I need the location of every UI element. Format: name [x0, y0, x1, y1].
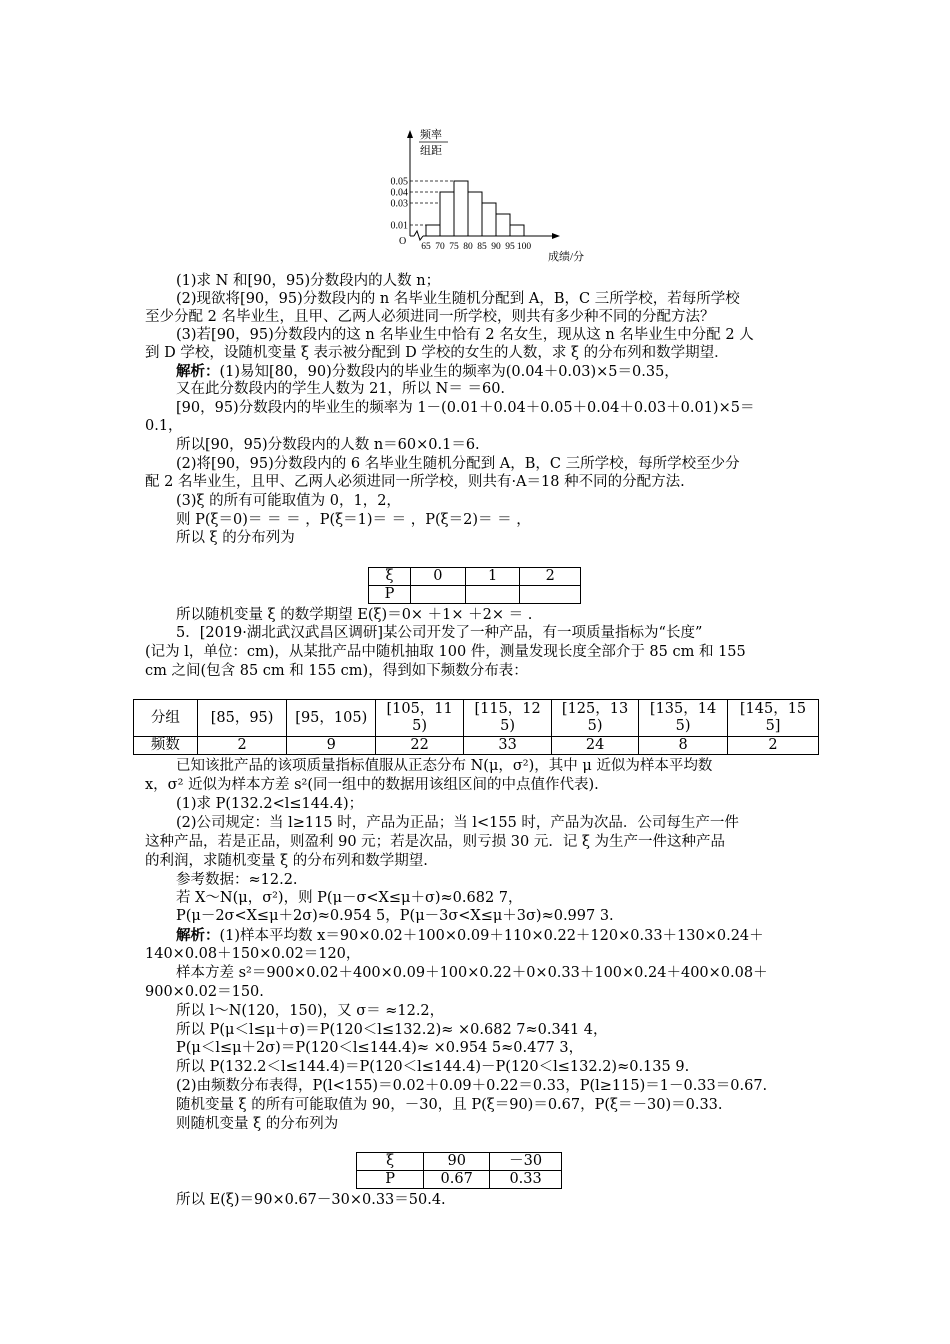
- text-line: (3)ξ 的所有可能取值为 0，1，2，: [176, 493, 401, 509]
- problem-5-line3: cm 之间(包含 85 cm 和 155 cm)，得到如下频数分布表：: [145, 663, 528, 679]
- text-line: 随机变量 ξ 的所有可能取值为 90，－30，且 P(ξ＝90)＝0.67，P(ξ＝－30)＝0.33.: [176, 1097, 723, 1113]
- text-line: (2)由频数分布表得，P(l<155)＝0.02＋0.09＋0.22＝0.33，P(l≥115)＝1－0.33＝0.67.: [176, 1078, 768, 1094]
- origin-label: O: [399, 236, 407, 247]
- text-line: 所以 E(ξ)＝90×0.67－30×0.33＝50.4.: [176, 1192, 446, 1208]
- histogram-bar: [510, 225, 524, 236]
- text-line: (2)将[90，95)分数段内的 6 名毕业生随机分配到 A，B，C 三所学校，每所学校至少分: [176, 456, 740, 472]
- text-line: P(μ－2σ<X≤μ＋2σ)≈0.954 5，P(μ－3σ<X≤μ＋3σ)≈0.997 3.: [176, 908, 614, 924]
- x-axis-arrow: [552, 233, 560, 239]
- y-tick-label: 0.01: [390, 220, 408, 232]
- text-line: 配 2 名毕业生，且甲、乙两人必须进同一所学校，则共有·A＝18 种不同的分配方法.: [145, 474, 685, 490]
- x-tick-label: 80: [463, 242, 473, 252]
- solution-line: 解析：(1)易知[80，90)分数段内的毕业生的频率为(0.04＋0.03)×5＝0.35，: [176, 363, 679, 380]
- histogram-bar: [482, 203, 496, 236]
- x-tick-label: 70: [435, 242, 445, 252]
- solution-label: 解析：: [176, 363, 220, 380]
- question-2-line2: 至少分配 2 名毕业生，且甲、乙两人必须进同一所学校，则共有多少种不同的分配方法？: [145, 309, 715, 325]
- y-axis-arrow: [407, 130, 413, 138]
- text-line: 所以 l～N(120，150)，又 σ＝ ≈12.2，: [176, 1003, 445, 1019]
- text-line: x，σ² 近似为样本方差 s²(同一组中的数据用该组区间的中点值作代表).: [145, 777, 599, 793]
- y-axis-label-top: 频率: [420, 129, 442, 141]
- x-axis-label: 成绩/分: [548, 251, 585, 263]
- text-line: 参考数据：≈12.2.: [176, 872, 298, 888]
- x-tick-label: 90: [491, 242, 501, 252]
- question-2-line1: (2)现欲将[90，95)分数段内的 n 名毕业生随机分配到 A，B，C 三所学校，若每所学校: [176, 291, 740, 307]
- text-line: 样本方差 s²＝900×0.02＋400×0.09＋100×0.22＋0×0.33＋100×0.24＋400×0.08＋: [176, 965, 768, 981]
- text-line: 若 X～N(μ，σ²)，则 P(μ－σ<X≤μ＋σ)≈0.682 7，: [176, 890, 523, 906]
- table-row: ξ 0 1 2: [369, 568, 581, 586]
- text-line: 900×0.02＝150.: [145, 984, 264, 1000]
- question-3-line2: 到 D 学校，设随机变量 ξ 表示被分配到 D 学校的女生的人数，求 ξ 的分布列和数学期望．: [145, 345, 729, 361]
- x-tick-label: 95: [505, 242, 515, 252]
- text-line: 的利润，求随机变量 ξ 的分布列和数学期望.: [145, 853, 428, 869]
- x-tick-label: 100: [516, 242, 532, 252]
- axis-break: [414, 231, 423, 240]
- text-line: P(μ＜l≤μ＋2σ)＝P(120＜l≤144.4)≈ ×0.954 5≈0.477 3，: [176, 1040, 584, 1056]
- frequency-table: [133, 699, 819, 755]
- distribution-table-2: [356, 1152, 562, 1189]
- text-line: 则随机变量 ξ 的分布列为: [176, 1116, 339, 1132]
- text-line: (2)公司规定：当 l≥115 时，产品为正品；当 l<155 时，产品为次品．公司每生产一件: [176, 815, 739, 831]
- text-line: 140×0.08＋150×0.02＝120，: [145, 946, 361, 962]
- text-line: 这种产品，若是正品，则盈利 90 元；若是次品，则亏损 30 元．记 ξ 为生产一件这种产品: [145, 834, 726, 850]
- solution-line: 解析：(1)样本平均数 x＝90×0.02＋100×0.09＋110×0.22＋120×0.33＋130×0.24＋: [176, 927, 764, 944]
- table-row: 频数 2 9 22 33 24 8 2: [134, 737, 819, 755]
- text-line: [90，95)分数段内的毕业生的频率为 1－(0.01＋0.04＋0.05＋0.04＋0.03＋0.01)×5＝: [176, 400, 755, 416]
- x-tick-label: 65: [421, 242, 431, 252]
- text-line: 已知该批产品的该项质量指标值服从正态分布 N(μ，σ²)，其中 μ 近似为样本平均数: [176, 758, 713, 774]
- text-line: 又在此分数段内的学生人数为 21，所以 N＝ ＝60.: [176, 381, 506, 397]
- text-line: 所以[90，95)分数段内的人数 n＝60×0.1＝6.: [176, 437, 480, 453]
- histogram-bar: [496, 214, 510, 236]
- frequency-histogram: [380, 126, 630, 266]
- table-row: ξ 90 －30: [357, 1153, 562, 1171]
- table-row: P 0.67 0.33: [357, 1171, 562, 1189]
- text-line: 所以随机变量 ξ 的数学期望 E(ξ)＝0× ＋1× ＋2× ＝ .: [176, 607, 533, 623]
- x-tick-label: 85: [477, 242, 487, 252]
- question-3-line1: (3)若[90，95)分数段内的这 n 名毕业生中恰有 2 名女生，现从这 n 名毕业生中分配 2 人: [176, 327, 754, 343]
- problem-5-line2: (记为 l，单位：cm)，从某批产品中随机抽取 100 件，测量发现长度全部介于 85 cm 和 155: [145, 644, 746, 660]
- text-line: 0.1，: [145, 418, 183, 434]
- table-row: 分组 [85，95) [95，105) [105，11 5) [115，12 5) [125，13 5) [135，14 5) [145，15 5]: [134, 700, 819, 737]
- table-row: P: [369, 586, 581, 604]
- text-line: 则 P(ξ＝0)＝ ＝ ＝ ，P(ξ＝1)＝ ＝ ，P(ξ＝2)＝ ＝ ，: [176, 512, 531, 528]
- histogram-bar: [468, 192, 482, 236]
- text-line: 所以 P(132.2＜l≤144.4)＝P(120＜l≤144.4)－P(120＜l≤132.2)≈0.135 9.: [176, 1059, 690, 1075]
- y-axis-label-bottom: 组距: [420, 145, 442, 157]
- solution-label: 解析：: [176, 927, 220, 944]
- y-tick-label: 0.04: [390, 187, 408, 199]
- histogram-bar: [454, 181, 468, 236]
- text-line: 所以 P(μ＜l≤μ＋σ)＝P(120＜l≤132.2)≈ ×0.682 7≈0.341 4，: [176, 1022, 608, 1038]
- question-1: (1)求 N 和[90，95)分数段内的人数 n；: [176, 273, 441, 289]
- text-line: (1)求 P(132.2<l≤144.4)；: [176, 796, 364, 812]
- text-line: 所以 ξ 的分布列为: [176, 530, 295, 546]
- y-tick-label: 0.03: [390, 198, 408, 210]
- distribution-table-1: [368, 567, 581, 604]
- histogram-bar: [440, 192, 454, 236]
- x-tick-label: 75: [449, 242, 459, 252]
- histogram-bar: [426, 225, 440, 236]
- y-tick-label: 0.05: [390, 176, 408, 188]
- problem-5-line1: 5．[2019·湖北武汉武昌区调研]某公司开发了一种产品，有一项质量指标为“长度”: [176, 625, 703, 641]
